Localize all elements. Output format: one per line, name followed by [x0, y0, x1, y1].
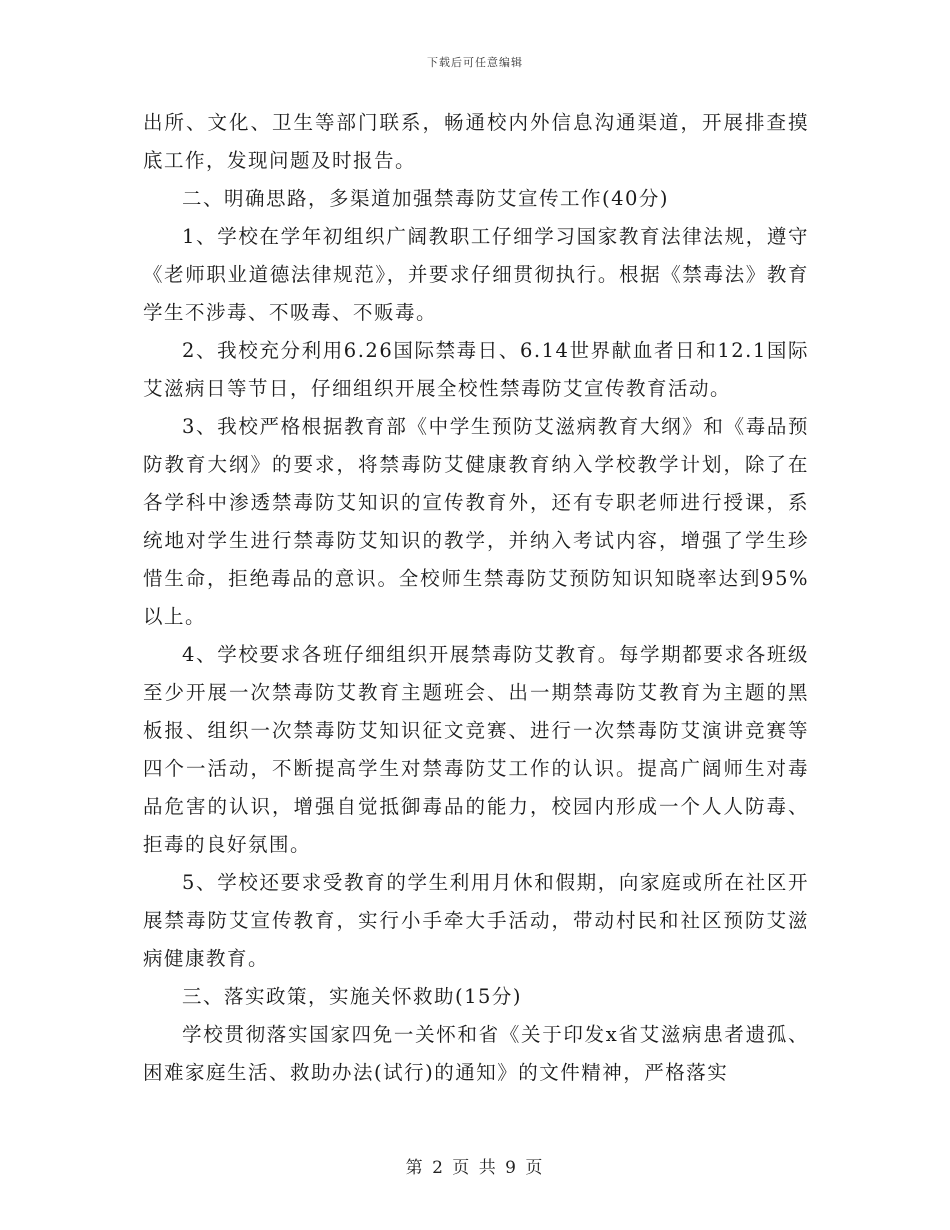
section-heading: 三、落实政策，实施关怀救助(15分)	[182, 985, 523, 1008]
paragraph: 1、学校在学年初组织广阔教职工仔细学习国家教育法律法规，遵守《老师职业道德法律规范》，并要求仔细贯彻执行。根据《禁毒法》教育学生不涉毒、不吸毒、不贩毒。	[143, 225, 809, 324]
page-number-text: 第 2 页 共 9 页	[405, 1158, 545, 1178]
document-body	[143, 104, 809, 1092]
paragraph: 5、学校还要求受教育的学生利用月休和假期，向家庭或所在社区开展禁毒防艾宣传教育，实行小手牵大手活动，带动村民和社区预防艾滋病健康教育。	[143, 871, 809, 970]
paragraph: 出所、文化、卫生等部门联系，畅通校内外信息沟通渠道，开展排查摸底工作，发现问题及时报告。	[143, 111, 809, 172]
page-number-footer	[0, 1153, 950, 1178]
paragraph: 4、学校要求各班仔细组织开展禁毒防艾教育。每学期都要求各班级至少开展一次禁毒防艾教育主题班会、出一期禁毒防艾教育为主题的黑板报、组织一次禁毒防艾知识征文竞赛、进行一次禁毒防艾演讲竞赛等四个一活动，不断提高学生对禁毒防艾工作的认识。提高广阔师生对毒品危害的认识，增强自觉抵御毒品的能力，校园内形成一个人人防毒、拒毒的良好氛围。	[143, 643, 809, 856]
paragraph: 3、我校严格根据教育部《中学生预防艾滋病教育大纲》和《毒品预防教育大纲》的要求，将禁毒防艾健康教育纳入学校教学计划，除了在各学科中渗透禁毒防艾知识的宣传教育外，还有专职老师进行授课，系统地对学生进行禁毒防艾知识的教学，并纳入考试内容，增强了学生珍惜生命，拒绝毒品的意识。全校师生禁毒防艾预防知识知晓率达到95%以上。	[143, 415, 809, 628]
section-heading: 二、明确思路，多渠道加强禁毒防艾宣传工作(40分)	[182, 187, 670, 210]
page-header: 下载后可任意编辑	[427, 56, 523, 69]
paragraph: 学校贯彻落实国家四免一关怀和省《关于印发x省艾滋病患者遗孤、困难家庭生活、救助办法(试行)的通知》的文件精神，严格落实	[143, 1023, 809, 1084]
paragraph: 2、我校充分利用6.26国际禁毒日、6.14世界献血者日和12.1国际艾滋病日等节日，仔细组织开展全校性禁毒防艾宣传教育活动。	[143, 339, 809, 400]
